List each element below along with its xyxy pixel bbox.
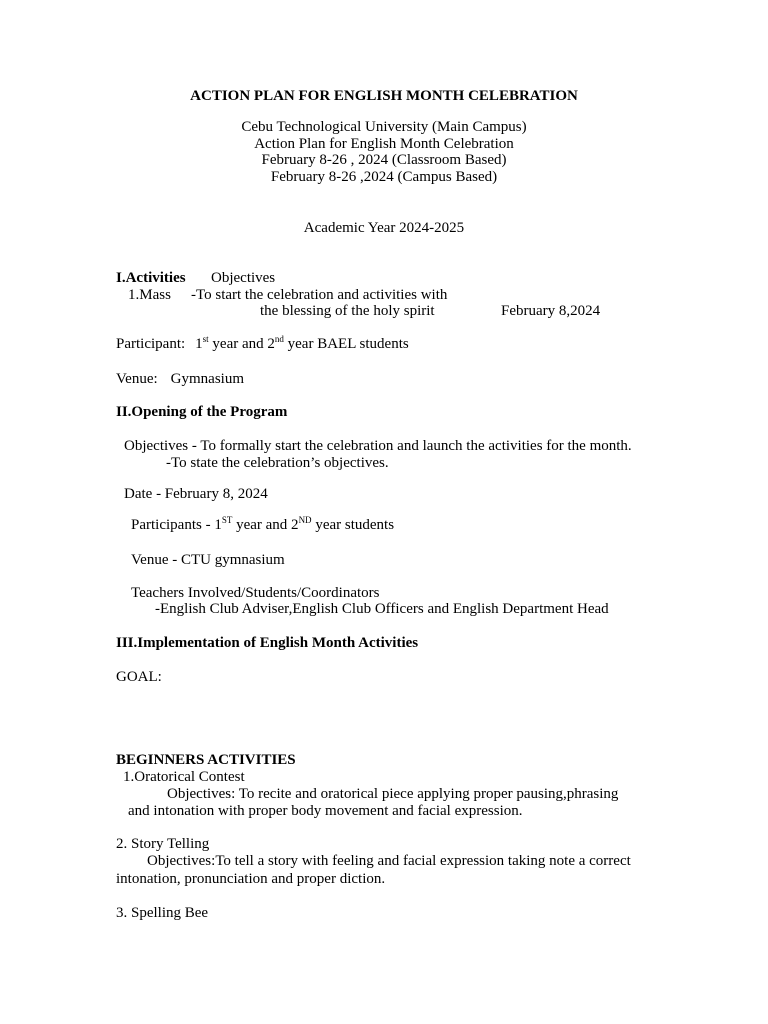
teachers-label: Teachers Involved/Students/Coordinators: [131, 585, 380, 601]
opening-participants: [131, 516, 394, 534]
section1-heading: I.Activities: [116, 270, 186, 286]
opening-date: Date - February 8, 2024: [124, 486, 268, 502]
date-classroom: February 8-26 , 2024 (Classroom Based): [261, 152, 507, 168]
storytelling-objective-line1: Objectives:To tell a story with feeling and facial expression taking note a correct: [147, 853, 631, 869]
activity-story-telling: 2. Story Telling: [116, 836, 210, 852]
activity-mass: 1.Mass: [128, 287, 171, 303]
participant-line: [116, 335, 409, 353]
mass-objective-line1: -To start the celebration and activities with: [191, 287, 448, 303]
plan-name: Action Plan for English Month Celebration: [254, 136, 514, 152]
objectives-column-label: Objectives: [211, 270, 276, 286]
participants-sup-second: ND: [298, 515, 312, 525]
storytelling-objective-line2: intonation, pronunciation and proper diction.: [116, 871, 386, 887]
participants-mid: year and 2: [232, 517, 299, 533]
participants-end: year students: [311, 517, 395, 533]
venue-value: Gymnasium: [170, 371, 244, 387]
venue-label: Venue:: [116, 371, 158, 387]
participant-first: 1: [195, 336, 203, 352]
section3-heading: III.Implementation of English Month Activities: [116, 635, 419, 651]
participant-mid: year and 2: [208, 336, 275, 352]
goal-label: GOAL:: [116, 669, 162, 685]
teachers-value: -English Club Adviser,English Club Officers and English Department Head: [155, 601, 609, 617]
venue-line: [116, 370, 244, 388]
oratorical-objective-line2: and intonation with proper body movement and facial expression.: [128, 803, 523, 819]
participant-first-sup: st: [202, 334, 209, 344]
academic-year: Academic Year 2024-2025: [303, 220, 465, 236]
participants-pre: Participants - 1: [131, 517, 222, 533]
date-campus: February 8-26 ,2024 (Campus Based): [270, 169, 498, 185]
opening-objectives-line1: Objectives - To formally start the celebration and launch the activities for the month.: [124, 438, 632, 454]
beginners-heading: BEGINNERS ACTIVITIES: [116, 752, 296, 768]
opening-venue: Venue - CTU gymnasium: [131, 552, 285, 568]
participants-sup-first: ST: [221, 515, 233, 525]
document-title: ACTION PLAN FOR ENGLISH MONTH CELEBRATION: [190, 88, 578, 104]
mass-date: February 8,2024: [501, 303, 601, 319]
participant-end: year BAEL students: [283, 336, 409, 352]
activity-oratorical-contest: 1.Oratorical Contest: [123, 769, 245, 785]
university-name: Cebu Technological University (Main Campus): [241, 119, 527, 135]
mass-objective-line2: the blessing of the holy spirit: [260, 303, 435, 319]
activity-spelling-bee: 3. Spelling Bee: [116, 905, 209, 921]
oratorical-objective-line1: Objectives: To recite and oratorical piece applying proper pausing,phrasing: [167, 786, 619, 802]
section2-heading: II.Opening of the Program: [116, 404, 288, 420]
opening-objectives-line2: -To state the celebration’s objectives.: [166, 455, 389, 471]
participant-label: Participant:: [116, 336, 186, 352]
participant-second-sup: nd: [274, 334, 284, 344]
